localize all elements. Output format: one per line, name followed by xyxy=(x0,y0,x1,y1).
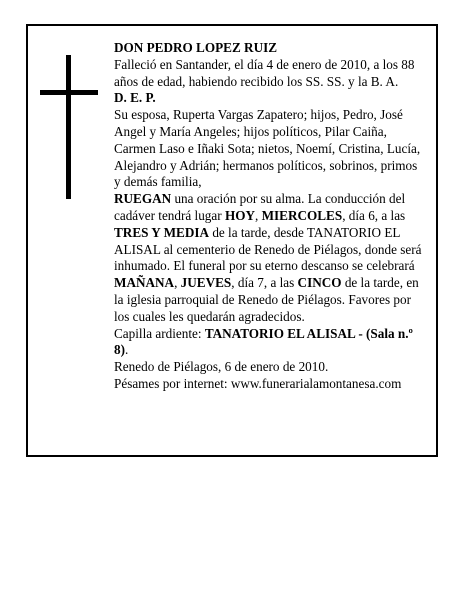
death-announcement: Falleció en Santander, el día 4 de enero de 2010, a los 88 años de edad, habiendo recibido los SS. SS. y la B. A. xyxy=(114,56,415,89)
obituary-notice xyxy=(26,24,438,457)
cinco-word: CINCO xyxy=(297,275,342,291)
chapel-place: TANATORIO EL ALISAL - (Sala n.º 8) xyxy=(114,325,413,358)
manana-word: MAÑANA xyxy=(114,275,175,291)
condolences-line: Pésames por internet: www.funerarialamontanesa.com xyxy=(114,375,402,391)
family-list: Su esposa, Ruperta Vargas Zapatero; hijos, Pedro, José Angel y María Angeles; hijos políticos, Pilar Caiña, Carmen Laso e Iñaki Sota; nietos, Noemí, Cristina, Lucía, Alejandro y Adrián; hermanos políticos, sobrinos, primos y demás familia, xyxy=(114,107,421,190)
cross-horizontal-bar xyxy=(40,90,98,95)
cross-icon xyxy=(40,55,98,199)
miercoles-word: MIERCOLES xyxy=(261,207,343,223)
notice-text xyxy=(114,40,422,393)
tres-y-media-word: TRES Y MEDIA xyxy=(114,224,210,240)
ruegan-word: RUEGAN xyxy=(114,191,172,207)
dep-heading: D. E. P. xyxy=(114,90,156,106)
cross-vertical-bar xyxy=(66,55,71,199)
chapel-line: Capilla ardiente: TANATORIO EL ALISAL - (Sala n.º 8). xyxy=(114,325,413,358)
hoy-word: HOY xyxy=(224,207,255,223)
deceased-name: DON PEDRO LOPEZ RUIZ xyxy=(114,40,278,55)
funeral-details: RUEGAN una oración por su alma. La conducción del cadáver tendrá lugar HOY, MIERCOLES, día 6, a las TRES Y MEDIA de la tarde, desde TANATORIO EL ALISAL al cementerio de Renedo de Piélagos, donde será inhumado. El funeral por su eterno descanso se celebrará MAÑANA, JUEVES, día 7, a las CINCO de la tarde, en la iglesia parroquial de Renedo de Piélagos. Favores por los cuales les quedarán agradecidos. xyxy=(114,191,422,324)
place-date: Renedo de Piélagos, 6 de enero de 2010. xyxy=(114,359,329,375)
jueves-word: JUEVES xyxy=(180,275,232,291)
